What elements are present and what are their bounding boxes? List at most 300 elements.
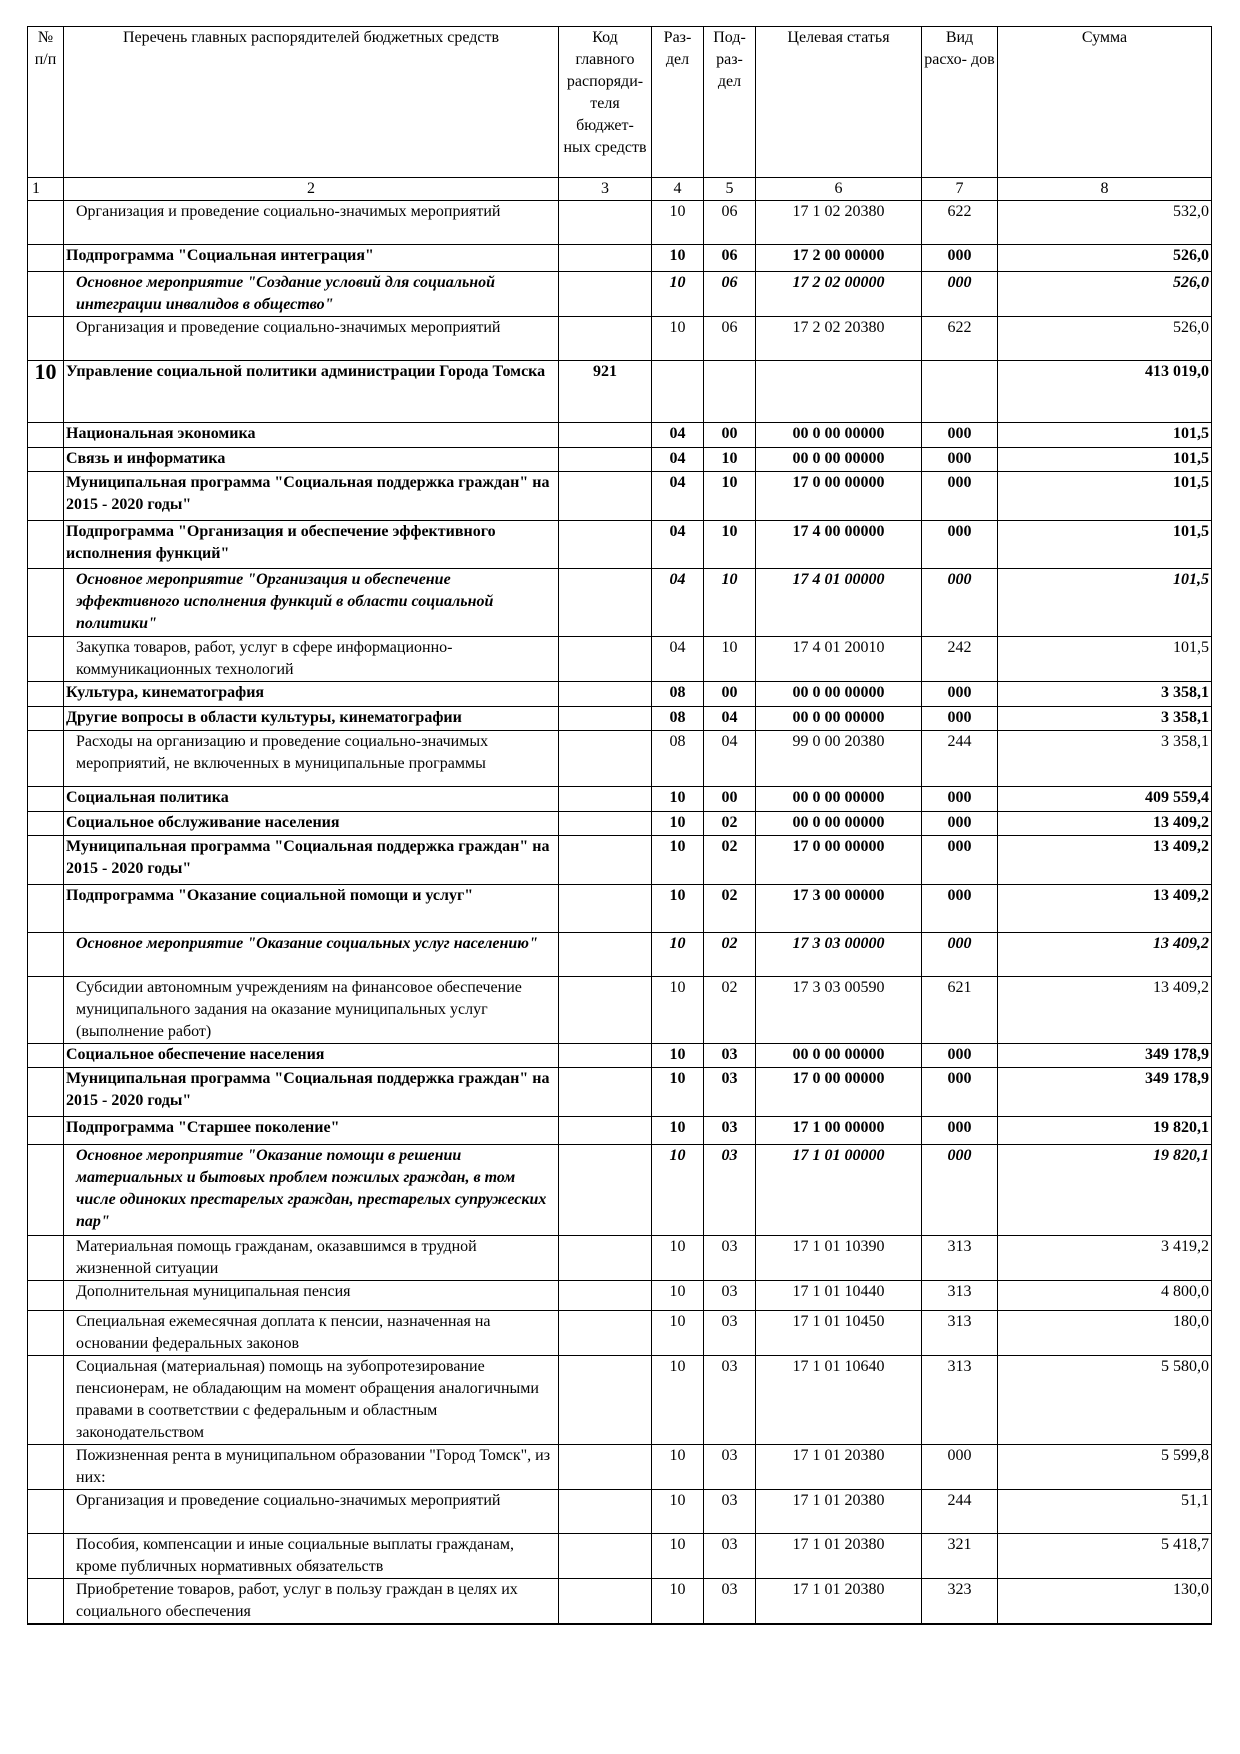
- row-article: 17 1 01 20380: [756, 1490, 922, 1534]
- budget-rows: [28, 201, 1212, 1625]
- row-code: [559, 836, 652, 885]
- table-row: [28, 472, 1212, 521]
- row-number: [28, 1044, 64, 1068]
- table-row: [28, 1117, 1212, 1145]
- table-row: [28, 682, 1212, 707]
- row-podrazdel: 10: [704, 637, 756, 682]
- row-podrazdel: 03: [704, 1534, 756, 1579]
- row-podrazdel: 10: [704, 521, 756, 569]
- row-vid: 244: [922, 731, 998, 787]
- row-name: Специальная ежемесячная доплата к пенсии, назначенная на основании федеральных законов: [64, 1311, 559, 1356]
- column-number-row: [28, 178, 1212, 201]
- row-number: [28, 682, 64, 707]
- row-vid: 000: [922, 682, 998, 707]
- row-sum: 130,0: [998, 1579, 1212, 1625]
- table-row: [28, 245, 1212, 272]
- row-vid: 000: [922, 812, 998, 836]
- row-sum: 101,5: [998, 569, 1212, 637]
- row-vid: 000: [922, 569, 998, 637]
- row-sum: 3 358,1: [998, 682, 1212, 707]
- row-podrazdel: 03: [704, 1311, 756, 1356]
- row-razdel: 10: [652, 885, 704, 933]
- row-code: [559, 1534, 652, 1579]
- table-row: [28, 731, 1212, 787]
- row-number: [28, 637, 64, 682]
- row-razdel: 04: [652, 569, 704, 637]
- table-row: [28, 1044, 1212, 1068]
- row-name: Муниципальная программа "Социальная поддержка граждан" на 2015 - 2020 годы": [64, 1068, 559, 1117]
- row-name: Основное мероприятие "Организация и обеспечение эффективного исполнения функций в области социальной политики": [64, 569, 559, 637]
- row-name: Социальное обслуживание населения: [64, 812, 559, 836]
- row-name: Подпрограмма "Социальная интеграция": [64, 245, 559, 272]
- row-number: [28, 245, 64, 272]
- row-sum: 532,0: [998, 201, 1212, 245]
- row-sum: 349 178,9: [998, 1044, 1212, 1068]
- row-number: [28, 448, 64, 472]
- table-row: [28, 317, 1212, 361]
- row-number: [28, 1490, 64, 1534]
- table-row: [28, 1579, 1212, 1625]
- table-row: [28, 836, 1212, 885]
- row-article: 17 0 00 00000: [756, 836, 922, 885]
- row-article: 00 0 00 00000: [756, 787, 922, 812]
- row-name: Подпрограмма "Организация и обеспечение эффективного исполнения функций": [64, 521, 559, 569]
- row-vid: 244: [922, 1490, 998, 1534]
- table-row: [28, 1534, 1212, 1579]
- row-podrazdel: 00: [704, 787, 756, 812]
- row-vid: 000: [922, 885, 998, 933]
- table-row: [28, 569, 1212, 637]
- table-row: [28, 812, 1212, 836]
- column-number: 6: [756, 178, 922, 201]
- row-razdel: 10: [652, 1044, 704, 1068]
- row-vid: 313: [922, 1356, 998, 1445]
- header-cell-code: Код главного распоряди- теля бюджет- ных средств: [559, 27, 652, 178]
- row-name: Основное мероприятие "Оказание помощи в решении материальных и бытовых проблем пожилых граждан, в том числе одиноких престарелых граждан, престарелых супружеских пар": [64, 1145, 559, 1236]
- row-number: [28, 272, 64, 317]
- row-razdel: 10: [652, 1356, 704, 1445]
- row-name: Культура, кинематография: [64, 682, 559, 707]
- table-row: [28, 1145, 1212, 1236]
- table-row: [28, 637, 1212, 682]
- row-number: [28, 1579, 64, 1625]
- column-number: 7: [922, 178, 998, 201]
- row-article: 17 2 02 20380: [756, 317, 922, 361]
- row-code: [559, 1236, 652, 1281]
- row-podrazdel: 04: [704, 707, 756, 731]
- row-number: [28, 472, 64, 521]
- row-vid: 000: [922, 448, 998, 472]
- row-sum: 101,5: [998, 448, 1212, 472]
- row-name: Социальная (материальная) помощь на зубопротезирование пенсионерам, не обладающим на момент обращения аналогичными правами в соответствии с федеральным и областным законодательством: [64, 1356, 559, 1445]
- row-article: 00 0 00 00000: [756, 1044, 922, 1068]
- table-row: [28, 1236, 1212, 1281]
- row-podrazdel: 03: [704, 1117, 756, 1145]
- row-code: [559, 1356, 652, 1445]
- table-row: [28, 1281, 1212, 1311]
- row-razdel: 04: [652, 472, 704, 521]
- row-number: [28, 977, 64, 1044]
- row-vid: 313: [922, 1236, 998, 1281]
- row-razdel: 10: [652, 1281, 704, 1311]
- row-podrazdel: 02: [704, 933, 756, 977]
- row-code: [559, 885, 652, 933]
- row-podrazdel: 10: [704, 448, 756, 472]
- row-razdel: 04: [652, 521, 704, 569]
- row-number: [28, 1281, 64, 1311]
- row-podrazdel: 10: [704, 472, 756, 521]
- row-article: 17 1 01 10450: [756, 1311, 922, 1356]
- row-article: 99 0 00 20380: [756, 731, 922, 787]
- row-razdel: 10: [652, 812, 704, 836]
- row-sum: 51,1: [998, 1490, 1212, 1534]
- row-sum: 13 409,2: [998, 885, 1212, 933]
- row-code: [559, 1117, 652, 1145]
- row-number: [28, 569, 64, 637]
- row-sum: 3 419,2: [998, 1236, 1212, 1281]
- row-podrazdel: 03: [704, 1044, 756, 1068]
- row-code: [559, 472, 652, 521]
- row-sum: 101,5: [998, 423, 1212, 448]
- row-razdel: 10: [652, 1117, 704, 1145]
- row-article: 17 4 01 20010: [756, 637, 922, 682]
- row-number: [28, 521, 64, 569]
- table-row: [28, 977, 1212, 1044]
- row-vid: 621: [922, 977, 998, 1044]
- budget-document: [27, 26, 1211, 1625]
- row-article: 00 0 00 00000: [756, 707, 922, 731]
- row-article: 17 0 00 00000: [756, 472, 922, 521]
- table-row: [28, 521, 1212, 569]
- row-podrazdel: [704, 361, 756, 423]
- row-article: 17 1 01 10390: [756, 1236, 922, 1281]
- row-sum: 5 580,0: [998, 1356, 1212, 1445]
- row-name: Подпрограмма "Оказание социальной помощи и услуг": [64, 885, 559, 933]
- row-number: [28, 787, 64, 812]
- row-sum: 4 800,0: [998, 1281, 1212, 1311]
- row-code: [559, 977, 652, 1044]
- table-row: [28, 201, 1212, 245]
- row-number: [28, 812, 64, 836]
- row-article: 17 3 03 00590: [756, 977, 922, 1044]
- row-code: [559, 521, 652, 569]
- header-cell-vid: Вид расхо- дов: [922, 27, 998, 178]
- row-sum: 13 409,2: [998, 836, 1212, 885]
- row-razdel: [652, 361, 704, 423]
- row-number: [28, 1068, 64, 1117]
- row-podrazdel: 02: [704, 836, 756, 885]
- row-code: [559, 423, 652, 448]
- row-razdel: 10: [652, 977, 704, 1044]
- row-name: Подпрограмма "Старшее поколение": [64, 1117, 559, 1145]
- row-name: Социальная политика: [64, 787, 559, 812]
- row-name: Связь и информатика: [64, 448, 559, 472]
- row-podrazdel: 00: [704, 682, 756, 707]
- row-name: Пожизненная рента в муниципальном образовании "Город Томск", из них:: [64, 1445, 559, 1490]
- table-row: [28, 448, 1212, 472]
- row-number: [28, 836, 64, 885]
- row-podrazdel: 03: [704, 1236, 756, 1281]
- header-cell-podrazdel: Под- раз- дел: [704, 27, 756, 178]
- row-number: [28, 1311, 64, 1356]
- row-razdel: 10: [652, 1445, 704, 1490]
- row-vid: 000: [922, 423, 998, 448]
- row-number: [28, 1534, 64, 1579]
- row-name: Управление социальной политики администрации Города Томска: [64, 361, 559, 423]
- row-sum: 5 599,8: [998, 1445, 1212, 1490]
- row-article: [756, 361, 922, 423]
- column-number: 1: [28, 178, 64, 201]
- header-cell-name: Перечень главных распорядителей бюджетных средств: [64, 27, 559, 178]
- table-row: [28, 272, 1212, 317]
- row-name: Основное мероприятие "Создание условий для социальной интеграции инвалидов в общество": [64, 272, 559, 317]
- row-sum: 180,0: [998, 1311, 1212, 1356]
- row-vid: 622: [922, 201, 998, 245]
- row-razdel: 04: [652, 637, 704, 682]
- column-number: 8: [998, 178, 1212, 201]
- row-razdel: 10: [652, 1068, 704, 1117]
- row-podrazdel: 06: [704, 245, 756, 272]
- table-header-row: [28, 27, 1212, 178]
- budget-table: [27, 26, 1212, 1625]
- row-article: 17 1 01 00000: [756, 1145, 922, 1236]
- row-article: 17 1 01 10640: [756, 1356, 922, 1445]
- row-razdel: 10: [652, 245, 704, 272]
- table-row: [28, 1311, 1212, 1356]
- row-code: [559, 448, 652, 472]
- table-row: [28, 1445, 1212, 1490]
- row-code: [559, 569, 652, 637]
- row-number: [28, 1145, 64, 1236]
- row-sum: 526,0: [998, 272, 1212, 317]
- header-cell-sum: Сумма: [998, 27, 1212, 178]
- row-sum: 13 409,2: [998, 977, 1212, 1044]
- row-code: [559, 787, 652, 812]
- row-code: [559, 707, 652, 731]
- row-article: 17 1 02 20380: [756, 201, 922, 245]
- row-sum: 3 358,1: [998, 731, 1212, 787]
- row-number: [28, 933, 64, 977]
- row-sum: 13 409,2: [998, 812, 1212, 836]
- row-podrazdel: 02: [704, 812, 756, 836]
- row-sum: 3 358,1: [998, 707, 1212, 731]
- row-vid: 000: [922, 836, 998, 885]
- row-vid: 000: [922, 272, 998, 317]
- row-article: 17 1 01 20380: [756, 1445, 922, 1490]
- row-razdel: 10: [652, 1145, 704, 1236]
- row-razdel: 10: [652, 1236, 704, 1281]
- row-vid: 000: [922, 1145, 998, 1236]
- row-sum: 19 820,1: [998, 1145, 1212, 1236]
- row-vid: 000: [922, 245, 998, 272]
- row-code: [559, 1579, 652, 1625]
- row-code: 921: [559, 361, 652, 423]
- row-podrazdel: 02: [704, 977, 756, 1044]
- column-number: 2: [64, 178, 559, 201]
- table-row: [28, 707, 1212, 731]
- row-vid: 242: [922, 637, 998, 682]
- row-sum: 101,5: [998, 521, 1212, 569]
- row-code: [559, 1044, 652, 1068]
- row-number: [28, 1445, 64, 1490]
- header-cell-razdel: Раз- дел: [652, 27, 704, 178]
- row-sum: 13 409,2: [998, 933, 1212, 977]
- row-name: Приобретение товаров, работ, услуг в пользу граждан в целях их социального обеспечения: [64, 1579, 559, 1625]
- row-sum: 349 178,9: [998, 1068, 1212, 1117]
- row-podrazdel: 00: [704, 423, 756, 448]
- header-cell-number: № п/п: [28, 27, 64, 178]
- row-code: [559, 812, 652, 836]
- table-row: [28, 933, 1212, 977]
- row-code: [559, 201, 652, 245]
- row-article: 17 3 03 00000: [756, 933, 922, 977]
- row-article: 17 2 00 00000: [756, 245, 922, 272]
- row-article: 00 0 00 00000: [756, 812, 922, 836]
- row-razdel: 04: [652, 423, 704, 448]
- row-razdel: 08: [652, 707, 704, 731]
- row-article: 17 1 00 00000: [756, 1117, 922, 1145]
- row-number: [28, 1236, 64, 1281]
- table-row: [28, 361, 1212, 423]
- row-vid: 000: [922, 1044, 998, 1068]
- table-row: [28, 423, 1212, 448]
- row-vid: 000: [922, 787, 998, 812]
- row-article: 17 1 01 20380: [756, 1534, 922, 1579]
- row-vid: [922, 361, 998, 423]
- row-vid: 321: [922, 1534, 998, 1579]
- row-vid: 622: [922, 317, 998, 361]
- row-vid: 000: [922, 521, 998, 569]
- row-razdel: 10: [652, 272, 704, 317]
- row-vid: 000: [922, 1445, 998, 1490]
- row-sum: 409 559,4: [998, 787, 1212, 812]
- row-razdel: 10: [652, 1490, 704, 1534]
- row-podrazdel: 06: [704, 317, 756, 361]
- row-vid: 000: [922, 1068, 998, 1117]
- row-article: 00 0 00 00000: [756, 682, 922, 707]
- table-row: [28, 1356, 1212, 1445]
- column-number: 3: [559, 178, 652, 201]
- row-sum: 526,0: [998, 245, 1212, 272]
- row-name: Пособия, компенсации и иные социальные выплаты гражданам, кроме публичных нормативных обязательств: [64, 1534, 559, 1579]
- row-razdel: 08: [652, 731, 704, 787]
- row-article: 17 4 00 00000: [756, 521, 922, 569]
- row-razdel: 10: [652, 933, 704, 977]
- row-vid: 000: [922, 707, 998, 731]
- row-vid: 000: [922, 1117, 998, 1145]
- row-podrazdel: 03: [704, 1068, 756, 1117]
- row-code: [559, 245, 652, 272]
- row-code: [559, 317, 652, 361]
- row-name: Другие вопросы в области культуры, кинематографии: [64, 707, 559, 731]
- row-razdel: 10: [652, 1534, 704, 1579]
- row-article: 17 1 01 10440: [756, 1281, 922, 1311]
- row-podrazdel: 06: [704, 272, 756, 317]
- row-code: [559, 1311, 652, 1356]
- row-podrazdel: 03: [704, 1145, 756, 1236]
- row-number: [28, 885, 64, 933]
- row-podrazdel: 03: [704, 1281, 756, 1311]
- row-razdel: 10: [652, 201, 704, 245]
- table-row: [28, 1490, 1212, 1534]
- row-name: Организация и проведение социально-значимых мероприятий: [64, 201, 559, 245]
- row-podrazdel: 03: [704, 1490, 756, 1534]
- row-razdel: 10: [652, 317, 704, 361]
- row-razdel: 10: [652, 787, 704, 812]
- row-article: 17 0 00 00000: [756, 1068, 922, 1117]
- row-name: Основное мероприятие "Оказание социальных услуг населению": [64, 933, 559, 977]
- row-article: 00 0 00 00000: [756, 423, 922, 448]
- row-vid: 313: [922, 1311, 998, 1356]
- row-code: [559, 1281, 652, 1311]
- row-razdel: 10: [652, 1579, 704, 1625]
- row-code: [559, 272, 652, 317]
- row-number: [28, 423, 64, 448]
- row-sum: 526,0: [998, 317, 1212, 361]
- row-number: 10: [28, 361, 64, 423]
- row-podrazdel: 03: [704, 1356, 756, 1445]
- row-article: 00 0 00 00000: [756, 448, 922, 472]
- row-name: Организация и проведение социально-значимых мероприятий: [64, 317, 559, 361]
- row-razdel: 08: [652, 682, 704, 707]
- table-row: [28, 787, 1212, 812]
- row-code: [559, 637, 652, 682]
- row-name: Дополнительная муниципальная пенсия: [64, 1281, 559, 1311]
- row-name: Материальная помощь гражданам, оказавшимся в трудной жизненной ситуации: [64, 1236, 559, 1281]
- row-code: [559, 933, 652, 977]
- row-sum: 5 418,7: [998, 1534, 1212, 1579]
- row-code: [559, 1445, 652, 1490]
- row-podrazdel: 02: [704, 885, 756, 933]
- row-article: 17 2 02 00000: [756, 272, 922, 317]
- row-name: Муниципальная программа "Социальная поддержка граждан" на 2015 - 2020 годы": [64, 472, 559, 521]
- row-code: [559, 1145, 652, 1236]
- table-row: [28, 885, 1212, 933]
- row-name: Субсидии автономным учреждениям на финансовое обеспечение муниципального задания на оказание муниципальных услуг (выполнение работ): [64, 977, 559, 1044]
- row-article: 17 1 01 20380: [756, 1579, 922, 1625]
- row-number: [28, 707, 64, 731]
- row-article: 17 4 01 00000: [756, 569, 922, 637]
- row-podrazdel: 03: [704, 1445, 756, 1490]
- row-sum: 101,5: [998, 637, 1212, 682]
- row-code: [559, 731, 652, 787]
- row-vid: 323: [922, 1579, 998, 1625]
- row-number: [28, 201, 64, 245]
- row-vid: 000: [922, 472, 998, 521]
- row-number: [28, 317, 64, 361]
- row-sum: 19 820,1: [998, 1117, 1212, 1145]
- row-name: Национальная экономика: [64, 423, 559, 448]
- row-podrazdel: 03: [704, 1579, 756, 1625]
- row-name: Организация и проведение социально-значимых мероприятий: [64, 1490, 559, 1534]
- row-vid: 000: [922, 933, 998, 977]
- row-vid: 313: [922, 1281, 998, 1311]
- row-number: [28, 1356, 64, 1445]
- row-podrazdel: 04: [704, 731, 756, 787]
- row-podrazdel: 06: [704, 201, 756, 245]
- row-name: Социальное обеспечение населения: [64, 1044, 559, 1068]
- row-sum: 101,5: [998, 472, 1212, 521]
- row-name: Муниципальная программа "Социальная поддержка граждан" на 2015 - 2020 годы": [64, 836, 559, 885]
- row-code: [559, 682, 652, 707]
- row-number: [28, 1117, 64, 1145]
- header-cell-article: Целевая статья: [756, 27, 922, 178]
- row-code: [559, 1490, 652, 1534]
- row-sum: 413 019,0: [998, 361, 1212, 423]
- row-name: Расходы на организацию и проведение социально-значимых мероприятий, не включенных в муниципальные программы: [64, 731, 559, 787]
- row-podrazdel: 10: [704, 569, 756, 637]
- row-article: 17 3 00 00000: [756, 885, 922, 933]
